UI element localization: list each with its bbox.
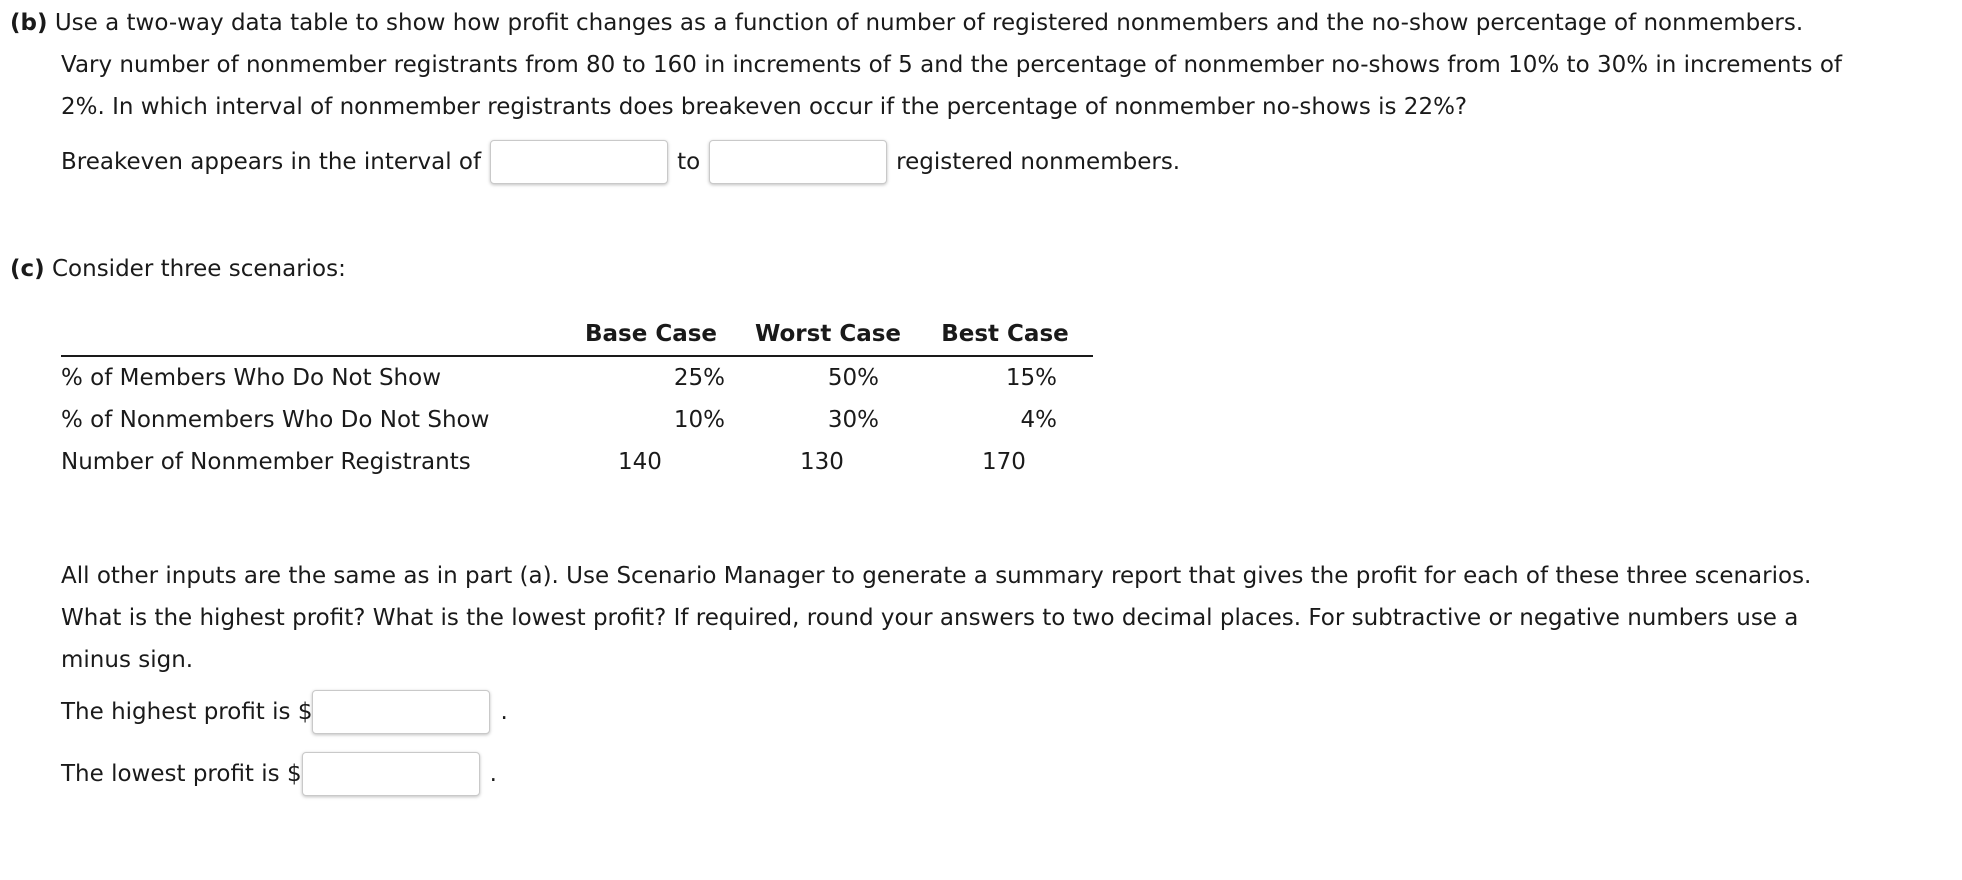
scenario-table-header (61, 315, 1093, 356)
table-row (61, 399, 1093, 441)
header-best-case: Best Case (917, 315, 1093, 356)
breakeven-high-input[interactable] (709, 140, 887, 184)
cell-worst: 30% (827, 407, 879, 433)
part-b-text-line1: Use a two-way data table to show how profit changes as a function of number of registered nonmembers and the no-show percentage of nonmembers. (54, 10, 1804, 36)
part-c-intro: Consider three scenarios: (51, 256, 346, 282)
lowest-profit-period: . (489, 761, 497, 787)
part-c-text-line3: minus sign. (61, 647, 194, 673)
highest-profit-line (61, 690, 508, 734)
cell-base: 25% (673, 365, 725, 391)
part-c-label: (c) (10, 256, 45, 282)
highest-profit-input[interactable] (312, 690, 490, 734)
breakeven-answer-line (61, 140, 1180, 184)
cell-worst: 50% (827, 365, 879, 391)
part-c-instructions (61, 555, 1941, 681)
scenario-table (61, 315, 1093, 483)
breakeven-prefix: Breakeven appears in the interval of (61, 149, 482, 175)
cell-worst: 130 (800, 449, 844, 475)
highest-profit-prefix: The highest profit is $ (61, 699, 313, 725)
part-b-question (10, 2, 1950, 128)
header-base-case: Base Case (563, 315, 739, 356)
breakeven-suffix: registered nonmembers. (896, 149, 1181, 175)
table-row (61, 441, 1093, 483)
row-label: Number of Nonmember Registrants (61, 449, 471, 475)
part-b-text-line2: Vary number of nonmember registrants from 80 to 160 in increments of 5 and the percentage of nonmember no-shows from 10% to 30% in increments of (61, 52, 1842, 78)
lowest-profit-line (61, 752, 497, 796)
cell-best: 170 (982, 449, 1026, 475)
part-b-label: (b) (10, 10, 48, 36)
cell-best: 15% (1005, 365, 1057, 391)
cell-base: 140 (618, 449, 662, 475)
cell-best: 4% (1020, 407, 1057, 433)
cell-base: 10% (673, 407, 725, 433)
part-b-text-line3: 2%. In which interval of nonmember registrants does breakeven occur if the percentage of nonmember no-shows is 22%? (61, 94, 1468, 120)
part-c-text-line1: All other inputs are the same as in part (a). Use Scenario Manager to generate a summary report that gives the profit for each of these three scenarios. (61, 563, 1812, 589)
header-worst-case: Worst Case (739, 315, 917, 356)
lowest-profit-prefix: The lowest profit is $ (61, 761, 302, 787)
breakeven-low-input[interactable] (490, 140, 668, 184)
table-row (61, 356, 1093, 399)
lowest-profit-input[interactable] (302, 752, 480, 796)
row-label: % of Nonmembers Who Do Not Show (61, 407, 490, 433)
part-c-heading (10, 256, 346, 282)
header-empty (61, 315, 563, 356)
highest-profit-period: . (500, 699, 508, 725)
breakeven-to-label: to (677, 149, 701, 175)
row-label: % of Members Who Do Not Show (61, 365, 442, 391)
part-c-text-line2: What is the highest profit? What is the lowest profit? If required, round your answers to two decimal places. For subtractive or negative numbers use a (61, 605, 1799, 631)
